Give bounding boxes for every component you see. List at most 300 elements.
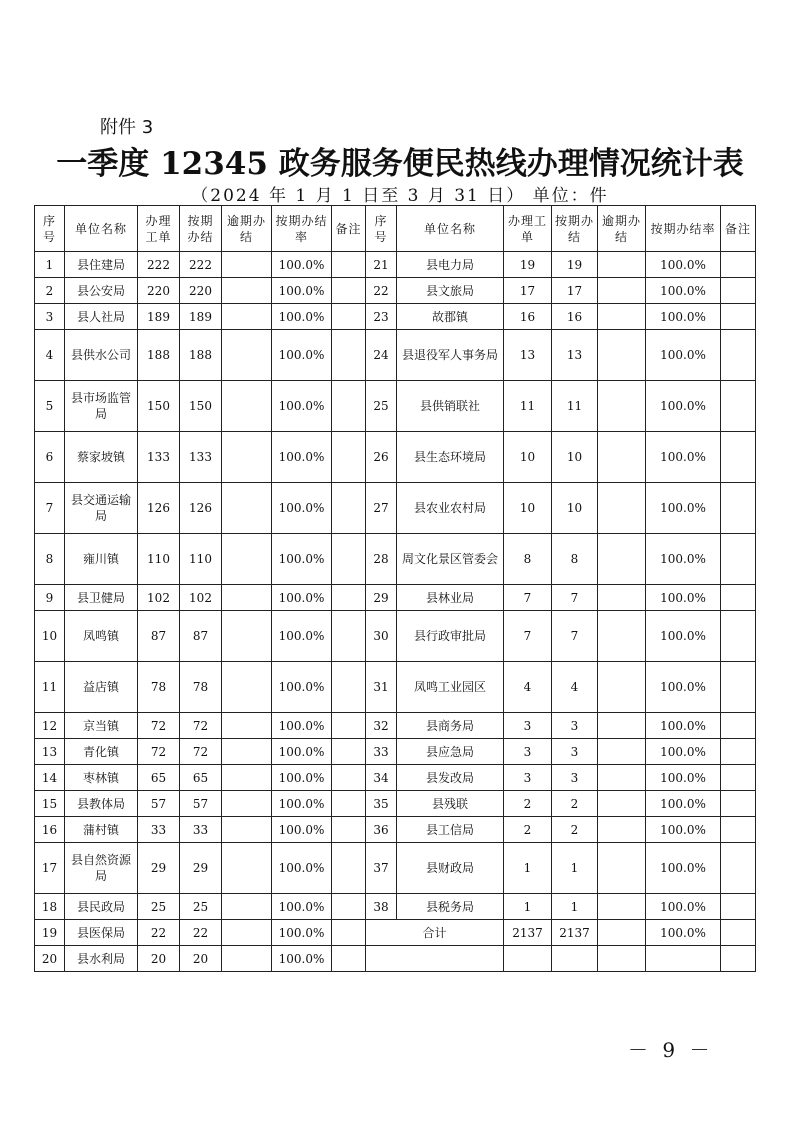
cell-remark: [721, 713, 756, 739]
cell-overdue: [222, 330, 272, 381]
cell-overdue: [598, 791, 646, 817]
cell-handled: 220: [138, 278, 180, 304]
cell-seq: 20: [35, 946, 65, 972]
header-handled: 办理工单: [138, 206, 180, 252]
cell-ontime: 17: [552, 278, 598, 304]
cell-unit: 凤鸣镇: [65, 611, 138, 662]
cell-unit: 县住建局: [65, 252, 138, 278]
cell-ontime: 19: [552, 252, 598, 278]
cell-rate: 100.0%: [646, 330, 721, 381]
cell-overdue: [222, 304, 272, 330]
cell-ontime: 188: [180, 330, 222, 381]
cell-rate: 100.0%: [272, 765, 332, 791]
cell-overdue: [222, 585, 272, 611]
cell-ontime: 33: [180, 817, 222, 843]
table-row: [35, 330, 756, 381]
cell-seq: 16: [35, 817, 65, 843]
cell-overdue: [598, 304, 646, 330]
table-row: [35, 432, 756, 483]
cell-rate: 100.0%: [272, 534, 332, 585]
cell-overdue: [222, 252, 272, 278]
cell-rate: 100.0%: [272, 432, 332, 483]
cell-seq: 6: [35, 432, 65, 483]
table-row: [35, 662, 756, 713]
cell-rate: 100.0%: [272, 585, 332, 611]
cell-handled: 33: [138, 817, 180, 843]
cell-overdue: [222, 713, 272, 739]
cell-unit: 县电力局: [397, 252, 504, 278]
cell-handled: 17: [504, 278, 552, 304]
cell-rate: 100.0%: [272, 381, 332, 432]
cell-unit: 枣林镇: [65, 765, 138, 791]
cell-overdue: [222, 920, 272, 946]
cell-seq: 22: [366, 278, 397, 304]
cell-ontime: 72: [180, 739, 222, 765]
cell-rate: 100.0%: [272, 713, 332, 739]
cell-remark: [721, 662, 756, 713]
cell-seq: 2: [35, 278, 65, 304]
header-overdue: 逾期办结: [222, 206, 272, 252]
cell-remark: [332, 278, 366, 304]
cell-seq: 31: [366, 662, 397, 713]
cell-handled: 1: [504, 843, 552, 894]
cell-rate: 100.0%: [646, 483, 721, 534]
cell-unit: 县商务局: [397, 713, 504, 739]
cell-unit: 京当镇: [65, 713, 138, 739]
cell-seq: 32: [366, 713, 397, 739]
cell-unit: 县公安局: [65, 278, 138, 304]
cell-seq: 7: [35, 483, 65, 534]
cell-seq: 14: [35, 765, 65, 791]
header-unit: 单位名称: [397, 206, 504, 252]
cell-handled: 10: [504, 483, 552, 534]
cell-remark: [332, 739, 366, 765]
cell-seq: 21: [366, 252, 397, 278]
cell-handled: 87: [138, 611, 180, 662]
cell-seq: 29: [366, 585, 397, 611]
blank-cell: [721, 946, 756, 972]
cell-overdue: [222, 483, 272, 534]
total-handled: 2137: [504, 920, 552, 946]
header-ontime: 按期办结: [180, 206, 222, 252]
cell-ontime: 2: [552, 817, 598, 843]
cell-seq: 15: [35, 791, 65, 817]
cell-seq: 9: [35, 585, 65, 611]
blank-cell: [646, 946, 721, 972]
table-row: [35, 791, 756, 817]
cell-remark: [721, 534, 756, 585]
cell-handled: 25: [138, 894, 180, 920]
header-remark: 备注: [332, 206, 366, 252]
cell-handled: 13: [504, 330, 552, 381]
cell-unit: 县供水公司: [65, 330, 138, 381]
cell-seq: 5: [35, 381, 65, 432]
cell-rate: 100.0%: [646, 662, 721, 713]
cell-remark: [332, 534, 366, 585]
blank-cell: [366, 946, 504, 972]
cell-rate: 100.0%: [646, 739, 721, 765]
cell-ontime: 133: [180, 432, 222, 483]
cell-overdue: [598, 765, 646, 791]
cell-remark: [721, 843, 756, 894]
header-handled: 办理工单: [504, 206, 552, 252]
cell-handled: 10: [504, 432, 552, 483]
cell-handled: 7: [504, 611, 552, 662]
cell-handled: 20: [138, 946, 180, 972]
table-row: [35, 920, 756, 946]
cell-remark: [721, 585, 756, 611]
cell-seq: 24: [366, 330, 397, 381]
cell-seq: 11: [35, 662, 65, 713]
document-subtitle: （2024 年 1 月 1 日至 3 月 31 日） 单位：件: [191, 186, 609, 206]
cell-ontime: 150: [180, 381, 222, 432]
cell-remark: [721, 611, 756, 662]
cell-overdue: [598, 843, 646, 894]
cell-remark: [332, 611, 366, 662]
cell-overdue: [222, 843, 272, 894]
cell-handled: 102: [138, 585, 180, 611]
cell-remark: [721, 817, 756, 843]
statistics-table: [34, 205, 756, 972]
cell-seq: 8: [35, 534, 65, 585]
cell-ontime: 7: [552, 585, 598, 611]
header-overdue: 逾期办结: [598, 206, 646, 252]
cell-ontime: 22: [180, 920, 222, 946]
cell-rate: 100.0%: [646, 381, 721, 432]
cell-seq: 26: [366, 432, 397, 483]
cell-unit: 雍川镇: [65, 534, 138, 585]
cell-rate: 100.0%: [646, 894, 721, 920]
cell-unit: 青化镇: [65, 739, 138, 765]
cell-unit: 县卫健局: [65, 585, 138, 611]
cell-overdue: [598, 713, 646, 739]
table-row: [35, 381, 756, 432]
cell-remark: [332, 894, 366, 920]
cell-rate: 100.0%: [272, 843, 332, 894]
cell-overdue: [598, 739, 646, 765]
cell-handled: 29: [138, 843, 180, 894]
cell-rate: 100.0%: [646, 278, 721, 304]
cell-rate: 100.0%: [272, 739, 332, 765]
cell-rate: 100.0%: [646, 611, 721, 662]
cell-ontime: 10: [552, 432, 598, 483]
cell-ontime: 65: [180, 765, 222, 791]
cell-rate: 100.0%: [272, 330, 332, 381]
cell-rate: 100.0%: [646, 534, 721, 585]
cell-rate: 100.0%: [646, 713, 721, 739]
cell-remark: [332, 662, 366, 713]
cell-rate: 100.0%: [646, 252, 721, 278]
cell-remark: [332, 252, 366, 278]
cell-ontime: 110: [180, 534, 222, 585]
cell-seq: 30: [366, 611, 397, 662]
cell-seq: 35: [366, 791, 397, 817]
cell-ontime: 4: [552, 662, 598, 713]
cell-rate: 100.0%: [272, 252, 332, 278]
cell-ontime: 1: [552, 843, 598, 894]
cell-handled: 57: [138, 791, 180, 817]
table-row: [35, 585, 756, 611]
total-remark: [721, 920, 756, 946]
cell-rate: 100.0%: [272, 920, 332, 946]
cell-rate: 100.0%: [272, 946, 332, 972]
header-rate: 按期办结率: [646, 206, 721, 252]
cell-remark: [332, 585, 366, 611]
cell-handled: 22: [138, 920, 180, 946]
cell-overdue: [222, 739, 272, 765]
cell-seq: 17: [35, 843, 65, 894]
cell-rate: 100.0%: [272, 662, 332, 713]
cell-rate: 100.0%: [272, 483, 332, 534]
cell-remark: [332, 713, 366, 739]
blank-cell: [504, 946, 552, 972]
cell-remark: [332, 330, 366, 381]
table-header-row: [35, 206, 756, 252]
cell-remark: [332, 817, 366, 843]
cell-handled: 4: [504, 662, 552, 713]
cell-unit: 县农业农村局: [397, 483, 504, 534]
cell-ontime: 3: [552, 765, 598, 791]
cell-unit: 县发改局: [397, 765, 504, 791]
cell-handled: 1: [504, 894, 552, 920]
cell-overdue: [598, 252, 646, 278]
cell-seq: 3: [35, 304, 65, 330]
cell-remark: [332, 304, 366, 330]
cell-handled: 133: [138, 432, 180, 483]
cell-ontime: 25: [180, 894, 222, 920]
cell-remark: [721, 483, 756, 534]
cell-handled: 3: [504, 765, 552, 791]
cell-seq: 19: [35, 920, 65, 946]
table-row: [35, 483, 756, 534]
cell-unit: 县民政局: [65, 894, 138, 920]
cell-remark: [332, 483, 366, 534]
cell-unit: 蔡家坡镇: [65, 432, 138, 483]
attachment-label: 附件 3: [100, 117, 154, 138]
cell-handled: 65: [138, 765, 180, 791]
cell-unit: 周文化景区管委会: [397, 534, 504, 585]
cell-rate: 100.0%: [646, 585, 721, 611]
cell-ontime: 3: [552, 713, 598, 739]
cell-seq: 12: [35, 713, 65, 739]
table-row: [35, 946, 756, 972]
cell-overdue: [222, 946, 272, 972]
cell-handled: 189: [138, 304, 180, 330]
cell-remark: [332, 432, 366, 483]
cell-remark: [721, 894, 756, 920]
cell-handled: 3: [504, 739, 552, 765]
cell-unit: 县财政局: [397, 843, 504, 894]
cell-seq: 28: [366, 534, 397, 585]
cell-rate: 100.0%: [272, 791, 332, 817]
cell-ontime: 20: [180, 946, 222, 972]
cell-remark: [332, 765, 366, 791]
cell-rate: 100.0%: [646, 304, 721, 330]
cell-rate: 100.0%: [646, 765, 721, 791]
cell-rate: 100.0%: [646, 791, 721, 817]
cell-handled: 188: [138, 330, 180, 381]
table-row: [35, 611, 756, 662]
cell-seq: 34: [366, 765, 397, 791]
cell-remark: [721, 304, 756, 330]
cell-ontime: 29: [180, 843, 222, 894]
cell-unit: 益店镇: [65, 662, 138, 713]
blank-cell: [598, 946, 646, 972]
cell-overdue: [598, 278, 646, 304]
cell-seq: 37: [366, 843, 397, 894]
cell-unit: 县文旅局: [397, 278, 504, 304]
cell-rate: 100.0%: [272, 894, 332, 920]
cell-handled: 150: [138, 381, 180, 432]
cell-remark: [332, 843, 366, 894]
cell-unit: 县工信局: [397, 817, 504, 843]
cell-handled: 16: [504, 304, 552, 330]
table-row: [35, 252, 756, 278]
cell-rate: 100.0%: [646, 843, 721, 894]
cell-remark: [332, 946, 366, 972]
cell-remark: [332, 381, 366, 432]
header-rate: 按期办结率: [272, 206, 332, 252]
page-number: － 9 －: [628, 1038, 714, 1062]
cell-ontime: 222: [180, 252, 222, 278]
cell-unit: 县市场监管局: [65, 381, 138, 432]
cell-handled: 222: [138, 252, 180, 278]
table-row: [35, 894, 756, 920]
cell-ontime: 189: [180, 304, 222, 330]
cell-overdue: [222, 791, 272, 817]
total-rate: 100.0%: [646, 920, 721, 946]
cell-handled: 11: [504, 381, 552, 432]
cell-remark: [721, 330, 756, 381]
cell-ontime: 102: [180, 585, 222, 611]
cell-overdue: [598, 585, 646, 611]
cell-unit: 县退役军人事务局: [397, 330, 504, 381]
cell-handled: 126: [138, 483, 180, 534]
cell-handled: 8: [504, 534, 552, 585]
cell-handled: 3: [504, 713, 552, 739]
cell-ontime: 78: [180, 662, 222, 713]
cell-ontime: 1: [552, 894, 598, 920]
cell-unit: 县教体局: [65, 791, 138, 817]
cell-handled: 78: [138, 662, 180, 713]
total-overdue: [598, 920, 646, 946]
cell-remark: [721, 765, 756, 791]
cell-unit: 县税务局: [397, 894, 504, 920]
table-body: [35, 206, 756, 972]
cell-rate: 100.0%: [272, 278, 332, 304]
cell-overdue: [222, 534, 272, 585]
cell-unit: 县供销联社: [397, 381, 504, 432]
cell-seq: 18: [35, 894, 65, 920]
table-row: [35, 739, 756, 765]
cell-seq: 36: [366, 817, 397, 843]
cell-handled: 2: [504, 817, 552, 843]
cell-overdue: [598, 483, 646, 534]
cell-overdue: [598, 662, 646, 713]
cell-rate: 100.0%: [646, 817, 721, 843]
document-title: 一季度 12345 政务服务便民热线办理情况统计表: [56, 146, 744, 182]
cell-ontime: 57: [180, 791, 222, 817]
cell-seq: 25: [366, 381, 397, 432]
cell-seq: 33: [366, 739, 397, 765]
cell-overdue: [598, 330, 646, 381]
cell-ontime: 11: [552, 381, 598, 432]
cell-unit: 县人社局: [65, 304, 138, 330]
cell-unit: 蒲村镇: [65, 817, 138, 843]
cell-overdue: [222, 662, 272, 713]
cell-handled: 72: [138, 713, 180, 739]
cell-handled: 7: [504, 585, 552, 611]
cell-overdue: [598, 381, 646, 432]
cell-handled: 72: [138, 739, 180, 765]
cell-remark: [721, 381, 756, 432]
cell-seq: 1: [35, 252, 65, 278]
cell-handled: 19: [504, 252, 552, 278]
cell-overdue: [598, 817, 646, 843]
table-row: [35, 765, 756, 791]
blank-cell: [552, 946, 598, 972]
cell-unit: 县应急局: [397, 739, 504, 765]
header-unit: 单位名称: [65, 206, 138, 252]
cell-ontime: 10: [552, 483, 598, 534]
cell-unit: 县行政审批局: [397, 611, 504, 662]
cell-ontime: 16: [552, 304, 598, 330]
cell-ontime: 87: [180, 611, 222, 662]
cell-seq: 27: [366, 483, 397, 534]
cell-remark: [721, 252, 756, 278]
cell-overdue: [598, 894, 646, 920]
cell-overdue: [222, 817, 272, 843]
cell-ontime: 7: [552, 611, 598, 662]
cell-unit: 县残联: [397, 791, 504, 817]
total-ontime: 2137: [552, 920, 598, 946]
header-ontime: 按期办结: [552, 206, 598, 252]
cell-unit: 县自然资源局: [65, 843, 138, 894]
cell-overdue: [222, 611, 272, 662]
table-row: [35, 843, 756, 894]
cell-overdue: [222, 278, 272, 304]
cell-unit: 凤鸣工业园区: [397, 662, 504, 713]
cell-overdue: [598, 534, 646, 585]
cell-ontime: 126: [180, 483, 222, 534]
header-seq: 序号: [35, 206, 65, 252]
cell-handled: 2: [504, 791, 552, 817]
cell-ontime: 3: [552, 739, 598, 765]
cell-remark: [332, 791, 366, 817]
cell-rate: 100.0%: [646, 432, 721, 483]
cell-unit: 县医保局: [65, 920, 138, 946]
cell-overdue: [222, 894, 272, 920]
cell-overdue: [222, 432, 272, 483]
table-row: [35, 534, 756, 585]
cell-overdue: [222, 381, 272, 432]
cell-ontime: 13: [552, 330, 598, 381]
cell-unit: 县水利局: [65, 946, 138, 972]
total-label: 合计: [366, 920, 504, 946]
cell-ontime: 72: [180, 713, 222, 739]
cell-unit: 县交通运输局: [65, 483, 138, 534]
cell-rate: 100.0%: [272, 611, 332, 662]
cell-seq: 23: [366, 304, 397, 330]
cell-rate: 100.0%: [272, 817, 332, 843]
cell-overdue: [598, 611, 646, 662]
cell-seq: 38: [366, 894, 397, 920]
cell-overdue: [598, 432, 646, 483]
cell-ontime: 220: [180, 278, 222, 304]
cell-seq: 4: [35, 330, 65, 381]
table-row: [35, 304, 756, 330]
cell-rate: 100.0%: [272, 304, 332, 330]
